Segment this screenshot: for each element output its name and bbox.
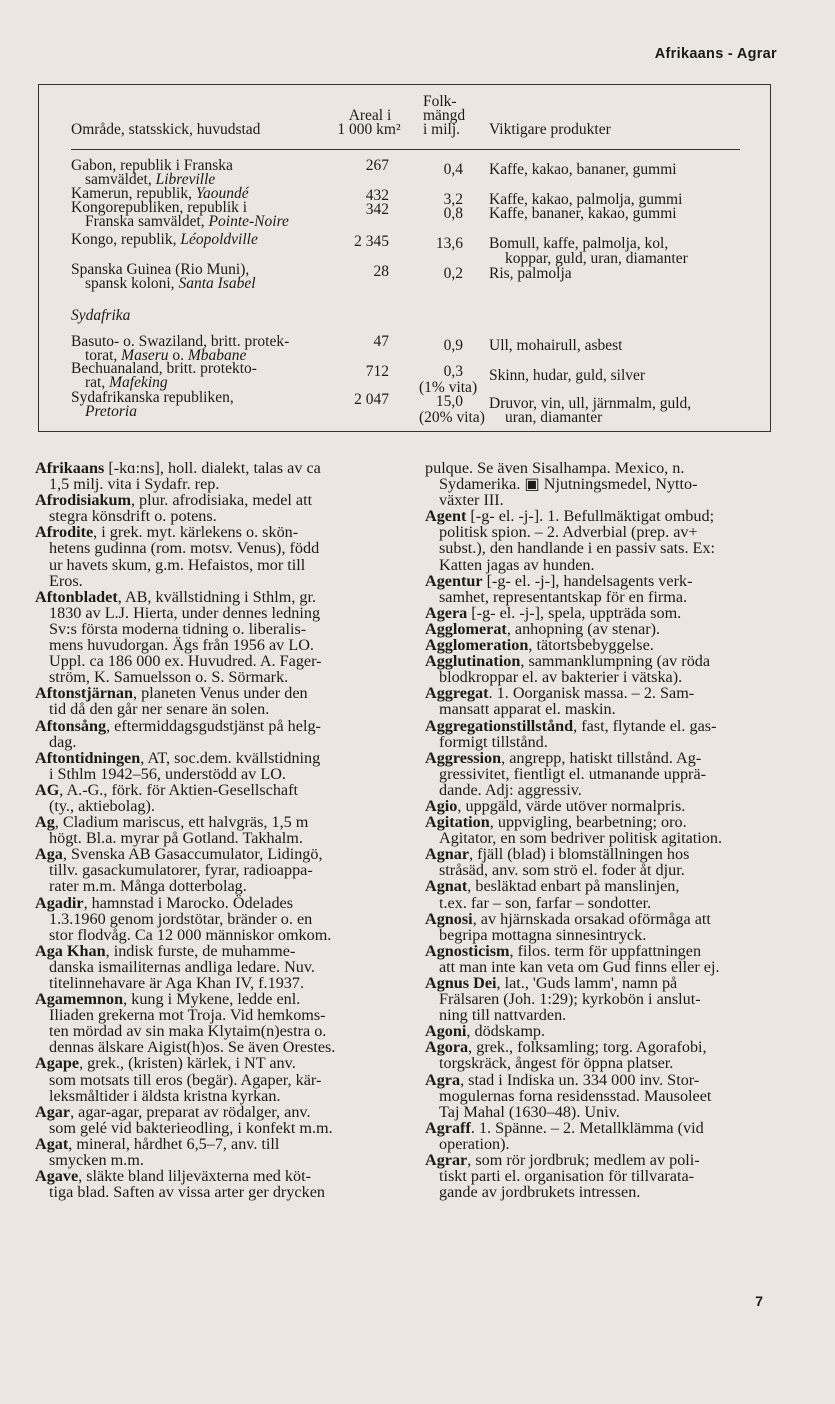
- entry-line: Agoni, dödskamp.: [425, 1022, 546, 1041]
- row-guinea-area: 28: [373, 263, 389, 280]
- entry-line: Agnosticism, filos. term för uppfattningen: [425, 941, 702, 960]
- entry-line: ning till nattvarden.: [439, 1006, 567, 1025]
- entry-line: som gelé vid bakterieodling, i konfekt m.m.: [49, 1118, 333, 1137]
- row-bechuana-pop: 0,3: [443, 363, 463, 380]
- row-kongo-pop: 13,6: [435, 235, 463, 252]
- entry-line: leksmåltider i äldsta kristna kyrkan.: [49, 1086, 281, 1105]
- entry-line: Agnar, fjäll (blad) i blomställningen hos: [425, 845, 690, 864]
- entry-line: Agra, stad i Indiska un. 334 000 inv. Stor-: [425, 1070, 700, 1089]
- entry-line: Aggression, angrepp, hatiskt tillstånd. Ag-: [425, 748, 702, 767]
- dictionary-entry: [425, 846, 777, 878]
- entry-line: tillv. gasackumulatorer, fyrar, radioappa-: [49, 861, 313, 880]
- entry-line: Katten jagas av hunden.: [439, 555, 595, 574]
- row-kongo-area: 2 345: [354, 233, 389, 250]
- dictionary-entry: [35, 524, 387, 588]
- entry-line: Agentur [-g- el. -j-], handelsagents verk-: [425, 571, 693, 590]
- entry-line: Agitation, uppvigling, bearbetning; oro.: [425, 813, 687, 832]
- entry-line: smycken m.m.: [49, 1151, 144, 1170]
- row-gabon-area: 267: [365, 157, 389, 174]
- entry-line: blodkroppar el. av bakterier i vätska).: [439, 668, 683, 687]
- entry-line: torgskräck, ångest för öppna platser.: [439, 1054, 674, 1073]
- entry-line: begripa mottagna sinnesintryck.: [439, 925, 647, 944]
- entry-line: Sydamerika. ▣ Njutningsmedel, Nytto-: [439, 475, 698, 494]
- dictionary-entry: [35, 814, 387, 846]
- row-kongo-products-2: koppar, guld, uran, diamanter: [505, 250, 688, 267]
- row-gabon-products: Kaffe, kakao, bananer, gummi: [489, 161, 677, 178]
- entry-line: Aftonbladet, AB, kvällstidning i Sthlm, gr.: [35, 587, 317, 606]
- row-sydafrika-products-2: uran, diamanter: [505, 409, 603, 426]
- row-kongorep-name-2: Franska samväldet, Pointe-Noire: [85, 213, 289, 230]
- row-sydafrika-name-1: Sydafrikanska republiken,: [71, 389, 234, 406]
- entry-line: Agera [-g- el. -j-], spela, uppträda som.: [425, 603, 682, 622]
- col-header-area-2: 1 000 km²: [337, 121, 401, 138]
- entry-line: (ty., aktiebolag).: [49, 796, 155, 815]
- entry-line: subst.), den handlande i en passiv sats. Ex:: [439, 539, 716, 558]
- row-guinea-name-2: spansk koloni, Santa Isabel: [85, 275, 256, 292]
- entry-line: Agape, grek., (kristen) kärlek, i NT anv.: [35, 1054, 296, 1073]
- row-sydafrika-pop-extra: (20% vita): [419, 409, 485, 426]
- entry-line: ström, K. Samuelsson o. S. Sörmark.: [49, 668, 289, 687]
- dictionary-entry: [425, 911, 777, 943]
- country-table: [38, 84, 771, 432]
- entry-line: Agglomeration, tätortsbebyggelse.: [425, 636, 654, 655]
- dictionary-entry: [35, 1136, 387, 1168]
- header-separator: [71, 149, 740, 150]
- entry-line: Ag, Cladium mariscus, ett halvgräs, 1,5 m: [35, 813, 309, 832]
- row-bechuana-pop-extra: (1% vita): [419, 379, 478, 396]
- entry-line: dennas älskare Aigist(h)os. Se även Orestes.: [49, 1038, 336, 1057]
- col-header-products: Viktigare produkter: [489, 121, 611, 138]
- entry-line: Agnosi, av hjärnskada orsakad oförmåga att: [425, 909, 711, 928]
- right-column: [425, 460, 777, 1200]
- row-kamerun-products: Kaffe, kakao, palmolja, gummi: [489, 191, 683, 208]
- entry-line: ten mördad av sin maka Klytaim(n)estra o.: [49, 1022, 327, 1041]
- entry-line: Aga, Svenska AB Gasaccumulator, Lidingö,: [35, 845, 323, 864]
- col-header-area-name: Område, statsskick, huvudstad: [71, 121, 261, 138]
- dictionary-entry: [35, 943, 387, 991]
- dictionary-entry: [35, 589, 387, 686]
- dictionary-entry: [35, 492, 387, 524]
- entry-line: tiga blad. Saften av vissa arter ger drycken: [49, 1183, 325, 1202]
- entry-line: Agadir, hamnstad i Marocko. Ödelades: [35, 893, 294, 912]
- entry-line: Agat, mineral, hårdhet 6,5–7, anv. till: [35, 1134, 280, 1153]
- row-guinea-name-1: Spanska Guinea (Rio Muni),: [71, 261, 250, 278]
- entry-line: Aggregationstillstånd, fast, flytande el. gas-: [425, 716, 717, 735]
- dictionary-entry: [35, 1168, 387, 1200]
- dictionary-entry: [425, 750, 777, 798]
- section-sydafrika: Sydafrika: [71, 307, 131, 324]
- entry-line: Agent [-g- el. -j-]. 1. Befullmäktigat ombud;: [425, 507, 715, 526]
- entry-line: växter III.: [439, 491, 504, 510]
- entry-line: 1,5 milj. vita i Sydafr. rep.: [49, 475, 220, 494]
- dictionary-entry: [35, 685, 387, 717]
- row-guinea-products: Ris, palmolja: [489, 265, 572, 282]
- row-bechuana-name-1: Bechuanaland, britt. protekto-: [71, 360, 257, 377]
- row-kamerun-pop: 3,2: [443, 191, 463, 208]
- dictionary-entry: [35, 460, 387, 492]
- left-column: [35, 460, 387, 1200]
- col-header-area-1: Areal i: [348, 107, 392, 124]
- entry-line: stråsäd, anv. som strö el. foder åt djur.: [439, 861, 685, 880]
- dictionary-entry: [35, 1104, 387, 1136]
- dictionary-entry: [425, 605, 777, 621]
- row-basuto-area: 47: [373, 333, 389, 350]
- entry-line: Aftonstjärnan, planeten Venus under den: [35, 684, 308, 703]
- entry-line: Taj Mahal (1630–48). Univ.: [439, 1102, 620, 1121]
- dictionary-entry: [425, 878, 777, 910]
- dictionary-entry: [425, 621, 777, 637]
- row-basuto-products: Ull, mohairull, asbest: [489, 337, 623, 354]
- entry-line: gande av jordbrukets intressen.: [439, 1183, 641, 1202]
- dictionary-entry: [425, 1023, 777, 1039]
- dictionary-entry: [425, 975, 777, 1023]
- entry-line: Agora, grek., folksamling; torg. Agorafobi,: [425, 1038, 707, 1057]
- entry-line: Afrodisiakum, plur. afrodisiaka, medel att: [35, 491, 313, 510]
- row-kongorep-name-1: Kongorepubliken, republik i: [71, 199, 248, 216]
- dictionary-entry: [425, 1072, 777, 1120]
- dictionary-entry: [35, 895, 387, 943]
- dictionary-entry: [35, 1055, 387, 1103]
- row-kamerun-area: 432: [365, 187, 389, 204]
- dictionary-entry: [425, 573, 777, 605]
- entry-line: Agglomerat, anhopning (av stenar).: [425, 619, 661, 638]
- entry-line: Agitator, en som bedriver politisk agitation.: [439, 829, 723, 848]
- row-sydafrika-products-1: Druvor, vin, ull, järnmalm, guld,: [489, 395, 692, 412]
- entry-line: att man inte kan veta om Gud finns eller ej.: [439, 957, 720, 976]
- dictionary-entry: [35, 718, 387, 750]
- entry-line: Agrar, som rör jordbruk; medlem av poli-: [425, 1151, 700, 1170]
- entry-line: Uppl. ca 186 000 ex. Huvudred. A. Fager-: [49, 652, 322, 671]
- entry-line: tid då den går ner senare än solen.: [49, 700, 270, 719]
- entry-line: Agio, uppgäld, värde utöver normalpris.: [425, 796, 686, 815]
- entry-line: AG, A.-G., förk. för Aktien-Gesellschaft: [35, 780, 298, 799]
- entry-line: Iliaden grekerna mot Troja. Vid hemkoms-: [49, 1006, 326, 1025]
- dictionary-entry: [425, 460, 777, 508]
- entry-line: Afrodite, i grek. myt. kärlekens o. skön-: [35, 523, 299, 542]
- entry-line: hetens gudinna (rom. motsv. Venus), född: [49, 539, 320, 558]
- entry-line: Agnat, besläktad enbart på manslinjen,: [425, 877, 680, 896]
- entry-line: Agamemnon, kung i Mykene, ledde enl.: [35, 990, 301, 1009]
- dictionary-entry: [425, 814, 777, 846]
- row-gabon-pop: 0,4: [443, 161, 463, 178]
- row-kongorep-area: 342: [365, 201, 389, 218]
- entry-line: dag.: [49, 732, 77, 751]
- entry-line: operation).: [439, 1134, 510, 1153]
- row-bechuana-name-2: rat, Mafeking: [85, 374, 168, 391]
- entry-line: Aga Khan, indisk furste, de muhamme-: [35, 941, 296, 960]
- dictionary-entry: [35, 846, 387, 894]
- entry-line: tiskt parti el. organisation för tillvarata-: [439, 1167, 695, 1186]
- dictionary-entry: [425, 508, 777, 572]
- entry-line: Sv:s första moderna tidning o. liberalis-: [49, 619, 307, 638]
- row-kamerun-name: Kamerun, republik, Yaoundé: [71, 185, 249, 202]
- row-bechuana-products: Skinn, hudar, guld, silver: [489, 367, 646, 384]
- entry-line: Frälsaren (Joh. 1:29); kyrkobön i anslut-: [439, 990, 701, 1009]
- row-gabon-name-1: Gabon, republik i Franska: [71, 157, 233, 174]
- row-basuto-name-1: Basuto- o. Swaziland, britt. protek-: [71, 333, 290, 350]
- entry-line: pulque. Se även Sisalhampa. Mexico, n.: [425, 459, 685, 477]
- dictionary-entry: [425, 1039, 777, 1071]
- dictionary-entry: [425, 637, 777, 653]
- entry-line: Agave, släkte bland liljeväxterna med köt-: [35, 1167, 312, 1186]
- entry-line: titelinnehavare är Aga Khan IV, f.1937.: [49, 974, 305, 992]
- dictionary-entry: [35, 991, 387, 1055]
- entry-line: Agglutination, sammanklumpning (av röda: [425, 652, 711, 671]
- row-kongo-products-1: Bomull, kaffe, palmolja, kol,: [489, 235, 669, 252]
- entry-line: stor flodvåg. Ca 12 000 människor omkom.: [49, 925, 332, 944]
- row-basuto-pop: 0,9: [443, 337, 463, 354]
- dictionary-entry: [425, 718, 777, 750]
- row-gabon-name-2: samväldet, Libreville: [85, 171, 216, 188]
- col-header-pop-3: i milj.: [423, 121, 461, 138]
- dictionary-entry: [425, 1152, 777, 1200]
- row-kongorep-pop: 0,8: [443, 205, 463, 222]
- dictionary-entry: [35, 750, 387, 782]
- entry-line: Aggregat. 1. Oorganisk massa. – 2. Sam-: [425, 684, 695, 703]
- row-bechuana-area: 712: [365, 363, 389, 380]
- entry-line: samhet, representantskap för en firma.: [439, 587, 688, 606]
- entry-line: gressivitet, fientligt el. utmanande upprä-: [439, 764, 707, 783]
- entry-line: rater m.m. Många dotterbolag.: [49, 877, 247, 896]
- entry-line: mens huvudorgan. Ägs från 1956 av LO.: [49, 636, 314, 655]
- entry-line: Agraff. 1. Spänne. – 2. Metallklämma (vid: [425, 1118, 704, 1137]
- entry-line: ur havets skum, g.m. Hefaistos, mor till: [49, 555, 306, 574]
- entry-line: som motsats till eros (begär). Agaper, kär-: [49, 1070, 322, 1089]
- entry-line: Aftonsång, eftermiddagsgudstjänst på helg-: [35, 716, 321, 735]
- dictionary-entry: [425, 685, 777, 717]
- entry-line: Eros.: [49, 571, 83, 590]
- entry-line: politisk spion. – 2. Adverbial (prep. av+: [439, 523, 698, 542]
- entry-line: danska ismailiternas andliga ledare. Nuv.: [49, 957, 315, 976]
- entry-line: dande. Adj: aggressiv.: [439, 780, 582, 799]
- page-number: 7: [755, 1293, 763, 1309]
- entry-line: Aftontidningen, AT, soc.dem. kvällstidning: [35, 748, 321, 767]
- entry-line: 1830 av L.J. Hierta, under dennes ledning: [49, 603, 321, 622]
- entry-line: mogulernas forna residensstad. Mausoleet: [439, 1086, 712, 1105]
- row-sydafrika-area: 2 047: [354, 391, 389, 408]
- entry-line: Agnus Dei, lat., 'Guds lamm', namn på: [425, 974, 678, 992]
- entry-line: stegra könsdrift o. potens.: [49, 507, 217, 526]
- col-header-pop-2: mängd: [423, 107, 466, 124]
- dictionary-entry: [425, 798, 777, 814]
- dictionary-entry: [425, 1120, 777, 1152]
- entry-line: i Sthlm 1942–56, understödd av LO.: [49, 764, 286, 783]
- dictionary-entry: [35, 782, 387, 814]
- entry-line: mansatt apparat el. maskin.: [439, 700, 616, 719]
- row-kongo-name: Kongo, republik, Léopoldville: [71, 231, 258, 248]
- row-sydafrika-pop: 15,0: [435, 393, 463, 410]
- col-header-pop-1: Folk-: [423, 93, 457, 110]
- entry-line: Agar, agar-agar, preparat av rödalger, anv.: [35, 1102, 311, 1121]
- entry-line: Afrikaans [-kɑ:ns], holl. dialekt, talas av ca: [35, 459, 321, 477]
- dictionary-entry: [425, 943, 777, 975]
- row-basuto-name-2: torat, Maseru o. Mbabane: [85, 347, 247, 364]
- entry-line: 1.3.1960 genom jordstötar, bränder o. en: [49, 909, 313, 928]
- row-sydafrika-name-2: Pretoria: [85, 403, 137, 420]
- row-guinea-pop: 0,2: [443, 265, 463, 282]
- row-kongorep-products: Kaffe, bananer, kakao, gummi: [489, 205, 677, 222]
- dictionary-entry: [425, 653, 777, 685]
- entry-line: högt. Bl.a. myrar på Gotland. Takhalm.: [49, 829, 303, 848]
- entry-line: t.ex. far – son, farfar – sondotter.: [439, 893, 652, 912]
- entry-line: formigt tillstånd.: [439, 732, 548, 751]
- running-header: Afrikaans - Agrar: [654, 46, 777, 62]
